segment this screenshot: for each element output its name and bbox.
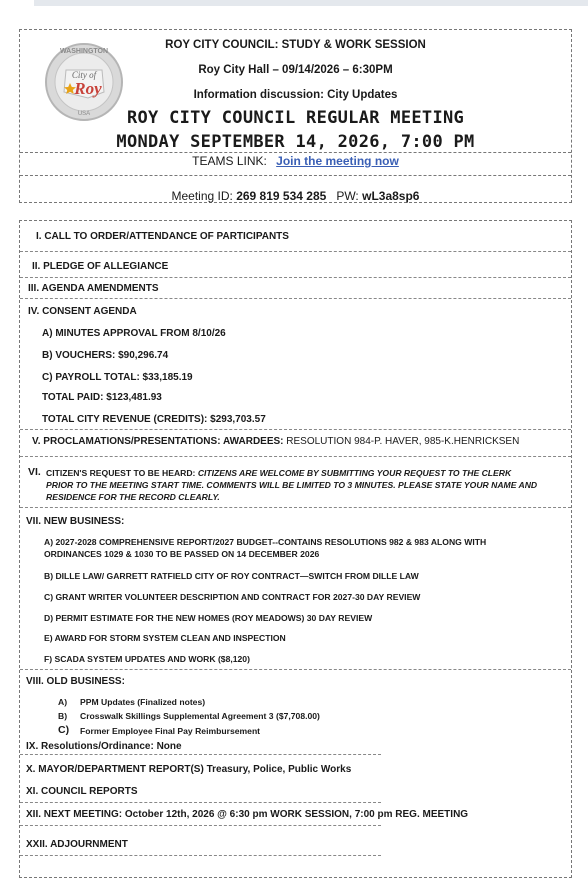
meeting-id-value: 269 819 534 285 (236, 189, 327, 203)
new-business-e: E) AWARD FOR STORM SYSTEM CLEAN AND INSPECTION (44, 633, 286, 643)
seal-roy: Roy (74, 79, 102, 98)
citizen-request-line3: RESIDENCE FOR THE RECORD CLEARLY. (46, 492, 220, 502)
password-label: PW: (336, 189, 359, 203)
new-business-d: D) PERMIT ESTIMATE FOR THE NEW HOMES (ROY MEADOWS) 30 DAY REVIEW (44, 613, 373, 623)
citizen-request-text: CITIZENS ARE WELCOME BY SUBMITTING YOUR REQUEST TO THE CLERK (197, 468, 512, 478)
agenda-divider (20, 251, 571, 252)
location-time-line: Roy City Hall – 09/14/2026 – 6:30PM (198, 64, 393, 76)
old-business-b-mark: B) (58, 711, 68, 721)
consent-total-paid: TOTAL PAID: $123,481.93 (42, 392, 162, 403)
agenda-item-vii: VII. NEW BUSINESS: (26, 516, 125, 527)
discussion-line: Information discussion: City Updates (193, 89, 398, 101)
new-business-a-line2: ORDINANCES 1029 & 1030 TO BE PASSED ON 14 DECEMBER 2026 (44, 549, 320, 559)
agenda-divider (20, 825, 381, 826)
header-divider-2 (20, 175, 571, 176)
seal-top-text: WASHINGTON (59, 48, 109, 55)
agenda-divider (20, 669, 571, 670)
meeting-id-label: Meeting ID: (171, 189, 233, 203)
agenda-divider (20, 456, 571, 457)
agenda-item-xxii: XXII. ADJOURNMENT (26, 839, 128, 850)
old-business-a: PPM Updates (Finalized notes) (80, 697, 206, 707)
agenda-item-xii: XII. NEXT MEETING: October 12th, 2026 @ 6:30 pm WORK SESSION, 7:00 pm REG. MEETING (26, 809, 469, 820)
citizen-request-line1 (46, 468, 511, 478)
citizen-request-line2: PRIOR TO THE MEETING START TIME. COMMENTS WILL BE LIMITED TO 3 MINUTES. PLEASE STATE YOUR NAME AND (46, 480, 538, 490)
new-business-f: F) SCADA SYSTEM UPDATES AND WORK ($8,120) (44, 654, 250, 664)
proclamations-label: V. PROCLAMATIONS/PRESENTATIONS: AWARDEES: (32, 436, 284, 447)
consent-minutes: A) MINUTES APPROVAL FROM 8/10/26 (42, 328, 226, 339)
consent-total-revenue: TOTAL CITY REVENUE (CREDITS): $293,703.57 (42, 414, 266, 425)
agenda-item-iv: IV. CONSENT AGENDA (28, 306, 137, 317)
header-divider (20, 152, 571, 153)
teams-row (20, 154, 571, 168)
proclamations-text: RESOLUTION 984-P. HAVER, 985-K.HENRICKSEN (286, 436, 520, 447)
agenda-item-vi-number: VI. (28, 466, 41, 478)
agenda-item-ii: II. PLEDGE OF ALLEGIANCE (32, 261, 169, 272)
agenda-item-v (32, 436, 519, 447)
new-business-b: B) DILLE LAW/ GARRETT RATFIELD CITY OF ROY CONTRACT—SWITCH FROM DILLE LAW (44, 571, 419, 581)
agenda (19, 220, 572, 878)
password-value: wL3a8sp6 (362, 189, 420, 203)
consent-vouchers: B) VOUCHERS: $90,296.74 (42, 350, 169, 361)
old-business-c-mark: C) (58, 724, 70, 736)
join-meeting-link[interactable]: Join the meeting now (276, 154, 399, 168)
meeting-title: ROY CITY COUNCIL REGULAR MEETING (126, 108, 465, 128)
meeting-id-row (20, 189, 571, 203)
agenda-item-i: I. CALL TO ORDER/ATTENDANCE OF PARTICIPANTS (36, 231, 289, 242)
teams-label: TEAMS LINK: (192, 154, 267, 168)
agenda-divider (20, 507, 571, 508)
agenda-divider (20, 754, 381, 755)
consent-payroll: C) PAYROLL TOTAL: $33,185.19 (42, 372, 193, 383)
citizen-request-label: CITIZEN'S REQUEST TO BE HEARD: (46, 468, 196, 478)
meeting-header (19, 29, 572, 203)
agenda-divider (20, 802, 381, 803)
agenda-divider (20, 277, 571, 278)
seal-city-of: City of (71, 70, 97, 80)
agenda-item-viii: VIII. OLD BUSINESS: (26, 676, 125, 687)
old-business-a-mark: A) (58, 697, 68, 707)
study-session-line: ROY CITY COUNCIL: STUDY & WORK SESSION (165, 39, 426, 51)
new-business-a-line1: A) 2027-2028 COMPREHENSIVE REPORT/2027 BUDGET--CONTAINS RESOLUTIONS 982 & 983 ALONG WITH (44, 537, 487, 547)
old-business-c: Former Employee Final Pay Reimbursement (80, 726, 261, 736)
agenda-divider (20, 855, 381, 856)
meeting-date-title: MONDAY SEPTEMBER 14, 2026, 7:00 PM (116, 132, 475, 152)
top-bar (34, 0, 588, 6)
agenda-item-xi: XI. COUNCIL REPORTS (26, 786, 138, 797)
agenda-item-ix: IX. Resolutions/Ordinance: None (26, 741, 182, 752)
old-business-b: Crosswalk Skillings Supplemental Agreement 3 ($7,708.00) (80, 711, 320, 721)
agenda-divider (20, 429, 571, 430)
agenda-divider (20, 298, 571, 299)
new-business-c: C) GRANT WRITER VOLUNTEER DESCRIPTION AND CONTRACT FOR 2027-30 DAY REVIEW (44, 592, 421, 602)
seal-bottom-text: USA (77, 111, 91, 117)
agenda-item-iii: III. AGENDA AMENDMENTS (28, 283, 159, 294)
agenda-item-x: X. MAYOR/DEPARTMENT REPORT(S) Treasury, Police, Public Works (26, 764, 352, 775)
